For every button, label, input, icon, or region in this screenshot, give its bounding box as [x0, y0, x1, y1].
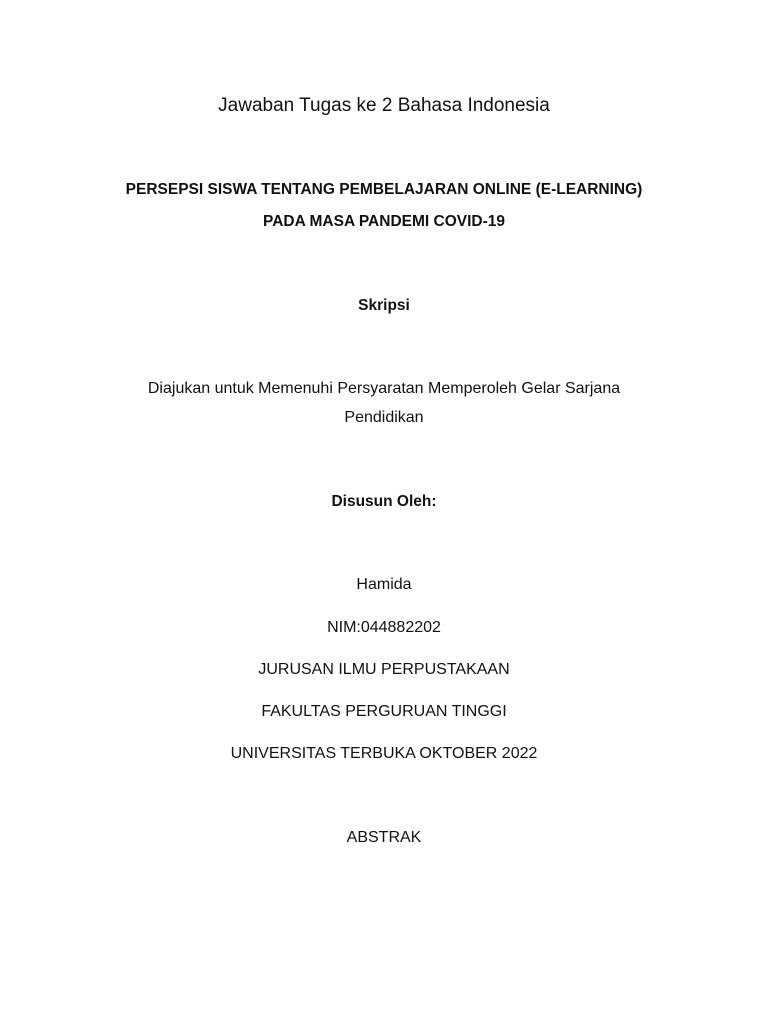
- thesis-title-line-1: PERSEPSI SISWA TENTANG PEMBELAJARAN ONLINE (E-LEARNING): [125, 181, 643, 198]
- student-id: NIM:044882202: [327, 619, 441, 636]
- department: JURUSAN ILMU PERPUSTAKAAN: [258, 661, 510, 678]
- university: UNIVERSITAS TERBUKA OKTOBER 2022: [230, 745, 538, 762]
- thesis-title-line-2: PADA MASA PANDEMI COVID-19: [263, 213, 505, 230]
- document-type: Skripsi: [358, 297, 410, 314]
- faculty: FAKULTAS PERGURUAN TINGGI: [261, 703, 507, 720]
- author-name: Hamida: [356, 576, 412, 593]
- author-heading: Disusun Oleh:: [331, 493, 437, 510]
- document-title: Jawaban Tugas ke 2 Bahasa Indonesia: [218, 95, 550, 116]
- abstract-heading: ABSTRAK: [346, 829, 422, 846]
- purpose-line-1: Diajukan untuk Memenuhi Persyaratan Memperoleh Gelar Sarjana: [147, 380, 621, 397]
- purpose-line-2: Pendidikan: [344, 409, 424, 426]
